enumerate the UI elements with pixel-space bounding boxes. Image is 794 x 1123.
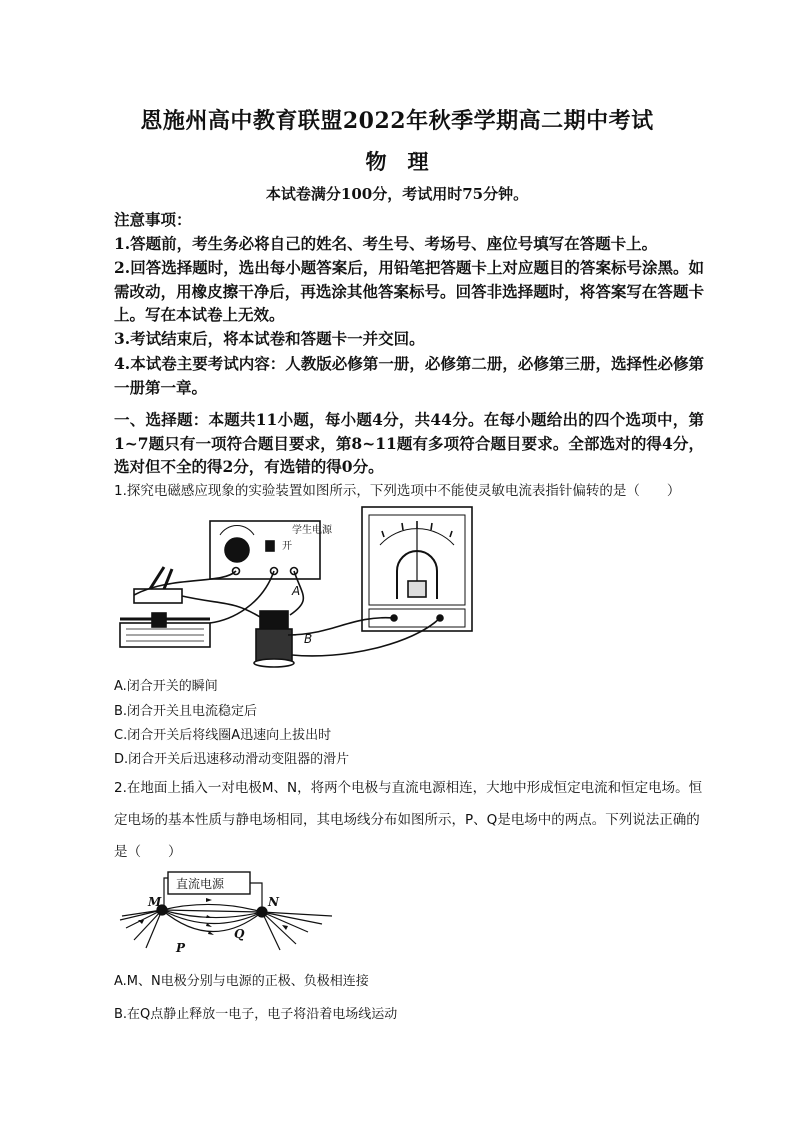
electrode-m-label: M <box>148 895 162 909</box>
field-lines-figure <box>112 866 342 956</box>
point-q-label: Q <box>234 927 245 941</box>
coil-b-label: B <box>304 632 313 646</box>
exam-title: 恩施州高中教育联盟2022年秋季学期高二期中考试 <box>140 108 654 134</box>
subject-title: 物 理 <box>365 149 429 174</box>
q1-option-c: C.闭合开关后将线圈A迅速向上拔出时 <box>114 728 332 743</box>
note-4: 4.本试卷主要考试内容：人教版必修第一册，必修第二册，必修第三册，选择性必修第一册第一章。 <box>114 354 704 397</box>
point-p-label: P <box>176 941 186 955</box>
q1-option-a: A.闭合开关的瞬间 <box>114 679 218 694</box>
exam-info: 本试卷满分100分，考试用时75分钟。 <box>265 185 529 203</box>
note-3: 3.考试结束后，将本试卷和答题卡一并交回。 <box>114 329 425 348</box>
dc-source-label: 直流电源 <box>176 877 225 891</box>
notes-heading: 注意事项： <box>114 210 192 229</box>
q1-option-b: B.闭合开关且电流稳定后 <box>114 704 258 719</box>
note-2: 2.回答选择题时，选出每小题答案后，用铅笔把答题卡上对应题目的答案标号涂黑。如需改动，用橡皮擦干净后，再选涂其他答案标号。回答非选择题时，将答案写在答题卡上。写在本试卷上无效。 <box>114 258 704 324</box>
q1-option-d: D.闭合开关后迅速移动滑动变阻器的滑片 <box>114 752 350 767</box>
power-switch <box>266 541 274 551</box>
power-supply-label: 学生电源 <box>292 525 332 536</box>
q2-option-b: B.在Q点静止释放一电子，电子将沿着电场线运动 <box>114 1007 398 1022</box>
section-1-intro: 一、选择题：本题共11小题，每小题4分，共44分。在每小题给出的四个选项中，第1~7题只有一项符合题目要求，第8~11题有多项符合题目要求。全部选对的得4分，选对但不全的得2分，有选错的得0分。 <box>114 410 704 476</box>
induction-apparatus-figure <box>112 505 482 670</box>
note-1: 1.答题前，考生务必将自己的姓名、考生号、考场号、座位号填写在答题卡上。 <box>114 234 658 253</box>
power-knob <box>225 538 249 562</box>
question-1-stem: 1.探究电磁感应现象的实验装置如图所示，下列选项中不能使灵敏电流表指针偏转的是（ ） <box>114 483 681 499</box>
electrode-n-label: N <box>268 895 279 909</box>
coil-a-label: A <box>292 584 301 598</box>
switch-label: 开 <box>282 541 292 552</box>
coil-b <box>256 629 292 663</box>
q2-option-a: A.M、N电极分别与电源的正极、负极相连接 <box>114 974 369 989</box>
question-2-stem: 2.在地面上插入一对电极M、N，将两个电极与直流电源相连，大地中形成恒定电流和恒定电场。恒定电场的基本性质与静电场相同，其电场线分布如图所示，P、Q是电场中的两点。下列说法正确的是（ ） <box>114 780 703 860</box>
